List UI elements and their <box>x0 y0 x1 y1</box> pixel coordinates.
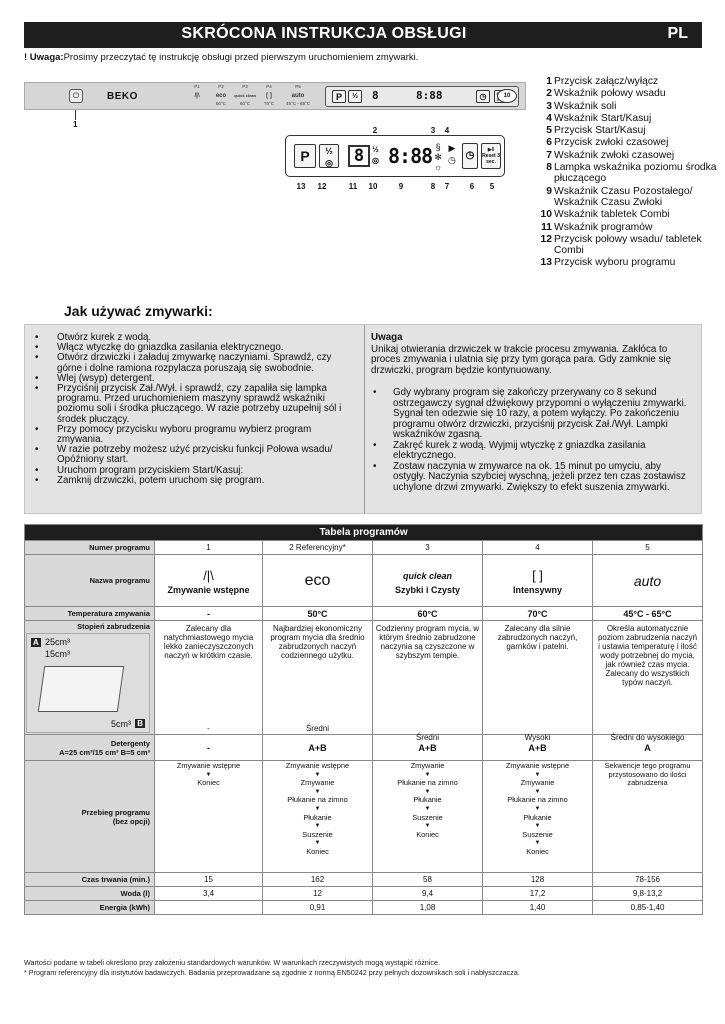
detergent-dispenser-illustration <box>26 633 150 733</box>
callout-4: 4 <box>444 126 450 135</box>
flow-step: Płukanie <box>303 812 332 822</box>
page-title: SKRÓCONA INSTRUKCJA OBSŁUGI <box>181 25 467 42</box>
program-name: Zmywanie wstępne <box>167 584 250 595</box>
quick-clean-icon: quick clean <box>234 93 256 98</box>
flow-step: Suszenie <box>302 829 333 839</box>
program-description: Najbardziej ekonomiczny program mycia dla średnio zabrudzonych naczyń codziennego użytku. <box>270 624 365 660</box>
flow-step: Płukanie <box>523 812 552 822</box>
cell-water: 17,2 <box>483 887 593 901</box>
cell-dur: 78-156 <box>593 873 703 887</box>
cell-energy: 0,91 <box>263 901 373 915</box>
list-item: • Otwórz kurek z wodą. <box>31 333 356 343</box>
program-button-icon: P <box>294 144 316 168</box>
callout-6: 6 <box>469 182 475 191</box>
cell-water: 12 <box>263 887 373 901</box>
panel-program-4 <box>257 83 281 106</box>
half-and-combi-indicator-icon: ½ ◎ <box>372 145 379 165</box>
warning-line <box>24 52 418 63</box>
flow-step: Koniec <box>197 778 220 788</box>
panel-program-1 <box>185 83 209 101</box>
flow-step: Zmywanie wstępne <box>285 761 350 770</box>
brand-logo: BEKO <box>107 91 138 102</box>
start-delay-indicator-icon: ▶ ◷ <box>448 143 456 165</box>
flow-step: Zmywanie <box>300 778 335 788</box>
callout-2: 2 <box>372 126 378 135</box>
flow-step: Płukanie na zimno <box>397 778 458 788</box>
program-description: Codzienny program mycia, w którym średnio zabrudzone naczynia są czyszczone w szybszym tempie. <box>375 624 480 660</box>
column-divider <box>364 325 365 513</box>
cell-energy: 1,40 <box>483 901 593 915</box>
list-item: • Zamknij drzwiczki, potem uruchom się program. <box>31 476 356 486</box>
cell-temp: 70°C <box>483 607 593 621</box>
cell-desc <box>593 621 703 742</box>
program-name: Szybki i Czysty <box>394 584 461 595</box>
list-item: • Wlej (wsyp) detergent. <box>31 374 356 384</box>
cell-dur: 128 <box>483 873 593 887</box>
flow-step: Suszenie <box>522 829 553 839</box>
list-item: • W razie potrzeby możesz użyć przycisku funkcji Połowa wsadu/ Opóźniony start. <box>31 445 356 465</box>
cell-temp: 45°C - 65°C <box>593 607 703 621</box>
panel-program-number: P1 <box>194 84 200 89</box>
list-item: • Zakręć kurek z wodą. Wyjmij wtyczkę z gniazdka zasilania elektrycznego. <box>371 441 696 462</box>
usage-steps-list <box>31 333 356 486</box>
intensive-pot-icon: [ ] <box>532 567 543 583</box>
mini-program-button-icon: P <box>332 90 346 103</box>
row-label: Numer programu <box>25 541 155 555</box>
cell-energy: 1,08 <box>373 901 483 915</box>
mini-timer-digits: 8:88 <box>416 89 443 102</box>
program-description: Zalecany dla natychmiastowego mycia lekko zanieczyszczonych naczyń w krótkim czasie. <box>163 624 254 660</box>
eco-icon: eco <box>215 93 227 99</box>
cell-num: 3 <box>373 541 483 555</box>
legend-item: 8 Lampka wskaźnika poziomu środka płuczącego <box>546 162 717 185</box>
callout-12: 12 <box>317 182 327 191</box>
program-description: Zalecany dla silnie zabrudzonych naczyń, garnków i patelni. <box>497 624 578 651</box>
compartment-b-label: B <box>137 719 143 728</box>
intensive-pot-icon: [ ] <box>266 93 272 99</box>
legend-item: 12 Przycisk połowy wsadu/ tabletek Combi <box>540 233 702 257</box>
legend-item: 11 Wskaźnik programów <box>541 221 653 233</box>
detergent-label: Detergenty <box>110 738 150 748</box>
caution-column <box>371 333 696 493</box>
cell-desc <box>155 621 263 735</box>
soil-level: Średni do wysokiego <box>610 733 685 742</box>
cell-det: A+B <box>263 735 373 761</box>
half-label: ½ <box>325 146 333 156</box>
panel-program-number: P5 <box>295 84 301 89</box>
program-name: Intensywny <box>512 584 562 595</box>
program-indicator-digit: 8 <box>348 145 370 167</box>
cell-temp: 60°C <box>373 607 483 621</box>
panel-program-3 <box>233 83 257 106</box>
cell-name <box>483 555 593 607</box>
footnote: * Program referencyjny dla instytutów badawczych. Badania przeprowadzane są zgodnie z normą EN50242 przy pełnych dozownikach soli i nabłyszczacza. <box>24 968 520 977</box>
flow-step: Zmywanie wstępne <box>505 761 570 770</box>
cell-num: 1 <box>155 541 263 555</box>
panel-program-temp: 60°C <box>239 101 251 106</box>
cell-name <box>373 555 483 607</box>
caution-list <box>371 388 696 493</box>
compartment-a-volume-2: 15cm³ <box>45 649 71 659</box>
half-load-button-icon: ½ ◎ <box>319 144 339 168</box>
flow-step: Zmywanie <box>410 761 445 770</box>
program-description: Określa automatycznie poziom zabrudzenia naczyń i ustawia temperaturę i ilość wody potrzebnej do mycia, jak również czas mycia. Zalecany do wszystkich typów naczyń. <box>597 624 698 687</box>
list-item: • Przy pomocy przycisku wyboru programu wybierz program zmywania. <box>31 425 356 445</box>
cell-num: 5 <box>593 541 703 555</box>
legend-item: 6 Przycisk zwłoki czasowej <box>546 137 669 149</box>
row-label: Czas trwania (min.) <box>25 873 155 887</box>
cell-flow: Zmywanie wstępne ▼ Zmywanie ▼ Płukanie na zimno ▼ Płukanie ▼ Suszenie ▼ Koniec <box>263 761 373 873</box>
legend-item: 7 Wskaźnik zwłoki czasowej <box>546 149 675 161</box>
control-panel-illustration <box>24 82 526 110</box>
cell-energy: 0,85-1,40 <box>593 901 703 915</box>
reset-label: Reset 3 sec. <box>482 153 500 165</box>
panel-program-number: P2 <box>218 84 224 89</box>
caution-heading: Uwaga <box>371 332 403 343</box>
callout-5: 5 <box>489 182 495 191</box>
cell-name <box>155 555 263 607</box>
cell-flow: Zmywanie wstępne ▼ Zmywanie ▼ Płukanie na zimno ▼ Płukanie ▼ Suszenie ▼ Koniec <box>483 761 593 873</box>
cell-det: A <box>593 735 703 761</box>
cell-flow <box>593 761 703 873</box>
flow-sublabel: (bez opcji) <box>112 816 150 826</box>
panel-display-miniature <box>325 86 519 107</box>
callout-line <box>75 110 76 120</box>
list-item: • Przyciśnij przycisk Zał./Wył. i sprawdź, czy zapaliła się lampka programu. Przed uruchomieniem maszyny sprawdź wskaźniki poziomu soli i środka płuczącego. W razie potrzeby uzupełnij sól i środek płuczący. <box>31 384 356 425</box>
eco-icon: eco <box>304 571 331 589</box>
cell-num: 4 <box>483 541 593 555</box>
ten-badge-icon: 10 <box>497 89 517 103</box>
flow-step: Płukanie na zimno <box>287 795 348 805</box>
soil-level: Średni <box>305 724 330 733</box>
salt-rinse-indicator-icon: § ✻ ☼ <box>434 142 443 172</box>
panel-program-temp: 50°C <box>215 101 227 106</box>
legend-item: 9 Wskaźnik Czasu Pozostałego/ Wskaźnik Czasu Zwłoki <box>546 185 693 208</box>
legend-item: 4 Wskaźnik Start/Kasuj <box>546 112 652 124</box>
panel-program-row <box>185 83 335 111</box>
auto-icon: auto <box>633 572 662 589</box>
callout-3: 3 <box>430 126 436 135</box>
compartment-a-volume: 25cm³ <box>45 637 71 647</box>
row-label: Temperatura zmywania <box>25 607 155 621</box>
section-title: Jak używać zmywarki: <box>64 303 213 319</box>
power-button-icon: ⏻ <box>69 89 83 103</box>
display-enlarged <box>285 135 505 177</box>
cell-det: A+B <box>373 735 483 761</box>
flow-step: Koniec <box>416 829 439 839</box>
legend-item: 3 Wskaźnik soli <box>546 100 617 112</box>
cell-temp: 50°C <box>263 607 373 621</box>
soil-level: Wysoki <box>524 733 551 742</box>
delay-button-icon: ◷ <box>462 143 478 169</box>
list-item: • Gdy wybrany program się zakończy przerywany co 8 sekund ostrzegawczy sygnał dźwiękowy przypomni o wyłączeniu zmywarki. Sygnał ten odezwie się 10 razy, a potem wyłączy. Po zakończeniu programu otwórz drzwiczki, przyciśnij przycisk Zał./Wył. Lampki wskaźników zgasną. <box>371 388 696 441</box>
legend-item: 13 Przycisk wyboru programu <box>540 257 676 269</box>
flow-step: Koniec <box>306 846 329 856</box>
language-code: PL <box>667 25 688 42</box>
soil-level: Średni <box>415 733 440 742</box>
cell-dur: 162 <box>263 873 373 887</box>
cell-desc <box>263 621 373 735</box>
cell-dur: 58 <box>373 873 483 887</box>
flow-step: Suszenie <box>412 812 443 822</box>
cell-name <box>593 555 703 607</box>
callout-13: 13 <box>296 182 306 191</box>
flow-step: Zmywanie <box>520 778 555 788</box>
callout-7: 7 <box>444 182 450 191</box>
cell-water: 3,4 <box>155 887 263 901</box>
flow-step: Sekwencje tego programu przystosowano do ilości zabrudzenia <box>604 761 691 788</box>
caution-intro: Unikaj otwierania drzwiczek w trakcie procesu zmywania. Zakłóca to proces zmywania i ulatnia się przy tym gorąca para. Gdy zamknie się drzwiczki, program będzie kontynuowany. <box>371 343 672 376</box>
row-label: Woda (l) <box>25 887 155 901</box>
cell-water: 9,4 <box>373 887 483 901</box>
prewash-icon: /|\ <box>194 93 200 99</box>
row-label: Stopień zabrudzenia <box>77 622 150 631</box>
flow-label: Przebieg programu <box>81 807 150 817</box>
cell-flow: Zmywanie ▼ Płukanie na zimno ▼ Płukanie ▼ Suszenie ▼ Koniec <box>373 761 483 873</box>
cell-temp: - <box>155 607 263 621</box>
cell-water: 9,8-13,2 <box>593 887 703 901</box>
cell-desc <box>373 621 483 742</box>
soil-label-cell <box>25 621 155 735</box>
start-reset-button-icon: ▶‖ Reset 3 sec. <box>481 143 501 169</box>
cell-name <box>263 555 373 607</box>
soil-level: - <box>207 724 210 733</box>
callout-10: 10 <box>368 182 378 191</box>
cell-det: - <box>155 735 263 761</box>
usage-box <box>24 324 702 514</box>
mini-delay-button-icon: ◷ <box>476 90 490 103</box>
program-table <box>24 524 702 915</box>
legend-item: 2 Wskaźnik połowy wsadu <box>546 88 666 100</box>
row-label: Nazwa programu <box>25 555 155 607</box>
prewash-icon: /|\ <box>203 567 214 583</box>
mini-half-load-button-icon: ½ <box>348 90 362 103</box>
warning-label: ! Uwaga: <box>24 52 64 63</box>
cell-num: 2 Referencyjny* <box>263 541 373 555</box>
dispenser-drawing <box>38 666 124 712</box>
detergent-sublabel: A=25 cm³/15 cm³ B=5 cm³ <box>59 747 150 757</box>
callout-9: 9 <box>398 182 404 191</box>
flow-step: Płukanie na zimno <box>507 795 568 805</box>
legend-item: 10 Wskaźnik tabletek Combi <box>540 209 670 221</box>
list-item: • Otwórz drzwiczki i załaduj zmywarkę naczyniami. Sprawdź, czy górne i dolne ramiona rozpylacza poruszają się swobodnie. <box>31 353 356 373</box>
panel-program-temp: 45°C - 65°C <box>285 101 311 106</box>
quick-clean-icon: quick clean <box>402 570 453 581</box>
cell-det: A+B <box>483 735 593 761</box>
row-label: Energia (kWh) <box>25 901 155 915</box>
flow-step: Koniec <box>526 846 549 856</box>
auto-icon: auto <box>291 93 305 99</box>
callout-11: 11 <box>348 182 358 191</box>
header-bar <box>24 22 702 48</box>
panel-program-2 <box>209 83 233 106</box>
callout-8: 8 <box>430 182 436 191</box>
panel-program-number: P4 <box>266 84 272 89</box>
warning-text: Prosimy przeczytać tę instrukcję obsługi przed pierwszym uruchomieniem zmywarki. <box>63 52 419 63</box>
cell-energy <box>155 901 263 915</box>
row-label <box>25 761 155 873</box>
compartment-a-label: A <box>33 638 39 647</box>
panel-program-temp: 70°C <box>263 101 275 106</box>
panel-legend <box>540 76 720 270</box>
flow-step: Płukanie <box>413 795 442 805</box>
compartment-b-volume: 5cm³ <box>111 719 131 729</box>
legend-item: 1 Przycisk załącz/wyłącz <box>546 76 659 87</box>
footnote: Wartości podane w tabeli określono przy założeniu standardowych warunków. W warunkach rzeczywistych mogą wystąpić różnice. <box>24 958 440 967</box>
footnotes <box>24 958 520 978</box>
list-item: • Włącz wtyczkę do gniazdka zasilania elektrycznego. <box>31 343 356 353</box>
cell-desc <box>483 621 593 742</box>
callout-1: 1 <box>73 120 78 129</box>
timer-digits: 8:88 <box>388 144 433 168</box>
legend-item: 5 Przycisk Start/Kasuj <box>546 125 646 137</box>
list-item: • Zostaw naczynia w zmywarce na ok. 15 minut po umyciu, aby ostygły. Naczynia szybciej wyschną, jeżeli przez ten czas zostawisz uchylone drzwi zmywarki. Zwiększy to efekt suszenia zmywarki. <box>371 462 696 494</box>
panel-program-5 <box>281 83 315 106</box>
table-caption: Tabela programów <box>25 525 703 541</box>
row-label <box>25 735 155 761</box>
list-item: • Uruchom program przyciskiem Start/Kasuj: <box>31 466 356 476</box>
flow-step: Zmywanie wstępne <box>176 761 241 770</box>
cell-dur: 15 <box>155 873 263 887</box>
panel-program-number: P3 <box>242 84 248 89</box>
cell-flow: Zmywanie wstępne ▼ Koniec <box>155 761 263 873</box>
mini-program-digit: 8 <box>372 89 379 102</box>
